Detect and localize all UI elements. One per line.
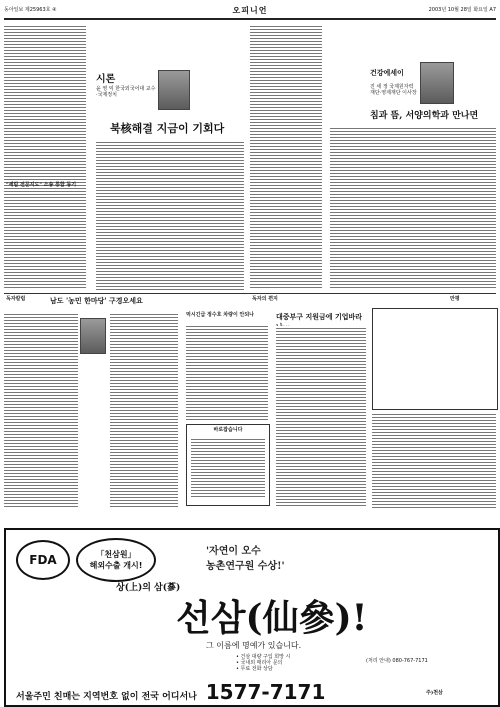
reader-tag: 독자칼럼 xyxy=(6,296,26,302)
company-name: 주)천삼 xyxy=(426,690,443,696)
pre-title: 상(上)의 삼(蔘) xyxy=(116,583,181,593)
issue-date: 2003년 10월 28일 화요일 A7 xyxy=(428,7,496,13)
column-headline: 북核해결 지금이 기회다 xyxy=(110,122,225,135)
correction-label: 바로잡습니다 xyxy=(213,427,243,433)
columnist-photo xyxy=(158,70,190,110)
cartoon-label: 만평 xyxy=(450,296,460,302)
ad-main-title: 선삼(仙參)! xyxy=(176,597,368,639)
bullet-1: • 건삼 대량 구입 희망 시 xyxy=(236,654,291,660)
award-tagline: '자연이 오수 농촌연구원 수상!' xyxy=(206,546,285,572)
letter-body-1 xyxy=(186,324,268,420)
masthead-bar xyxy=(4,2,496,20)
left-column-text xyxy=(4,24,86,290)
column-body xyxy=(96,140,244,290)
ad-bullets xyxy=(236,654,356,672)
section-title: 오피니언 xyxy=(232,4,268,15)
paper-issue: 동아일보 제25963호 ④ xyxy=(4,7,57,13)
column-body-2 xyxy=(330,126,496,290)
cta-prefix: 서울주민 친매는 지역번호 없이 전국 어디서나 xyxy=(16,692,197,702)
column-tag-siron: 시론 xyxy=(96,74,116,85)
letter-headline-1: 먹시긴급 정수호 차량이 안되나 xyxy=(186,312,255,318)
cta-line xyxy=(16,680,325,704)
column-tag-health: 건강에세이 xyxy=(370,68,404,77)
reader-body-2 xyxy=(110,312,178,508)
ad-subtitle: 그 이름에 명예가 있습니다. xyxy=(206,641,302,650)
advertisement xyxy=(4,528,500,707)
company-phone-note: (처리 안내) 080-767-7171 xyxy=(366,658,428,664)
export-badge: 「천삼원」 해외수출 개시! xyxy=(76,538,156,582)
column-byline: 윤 영 익 한국외국어대 교수·국제정치 xyxy=(96,86,156,98)
fda-seal: FDA xyxy=(16,540,70,580)
correction-box xyxy=(186,424,270,506)
cartoon-caption-text xyxy=(372,412,496,508)
letter-headline-2: 대중부구 지원금에 기업바라 xyxy=(276,312,363,321)
reader-photo xyxy=(80,318,106,354)
divider xyxy=(4,293,496,294)
bullet-3: • 무료 전화 상담 xyxy=(236,666,273,672)
column-headline-2: 침과 뜸, 서양의학과 만나면 xyxy=(370,111,479,121)
reader-headline: 남도 '농민 한마당' 구경오세요 xyxy=(50,296,143,305)
correction-body xyxy=(191,437,265,497)
middle-column-text xyxy=(250,24,322,290)
letter-body-2 xyxy=(276,326,366,506)
letters-tag: 독자의 편지 xyxy=(252,296,278,302)
reader-body-1 xyxy=(4,312,78,508)
columnist-photo-2 xyxy=(420,62,454,104)
editorial-cartoon xyxy=(372,308,498,410)
column-byline-2: 진 세 정 국제원자력재단·영제재단 이사장 xyxy=(370,84,417,96)
left-column-subhead: "세림 전문지도" 소송 통합 동기 xyxy=(6,182,77,188)
bullet-2: • 국내외 매리아 문의 xyxy=(236,660,283,666)
phone-number[interactable]: 1577-7171 xyxy=(205,680,326,704)
